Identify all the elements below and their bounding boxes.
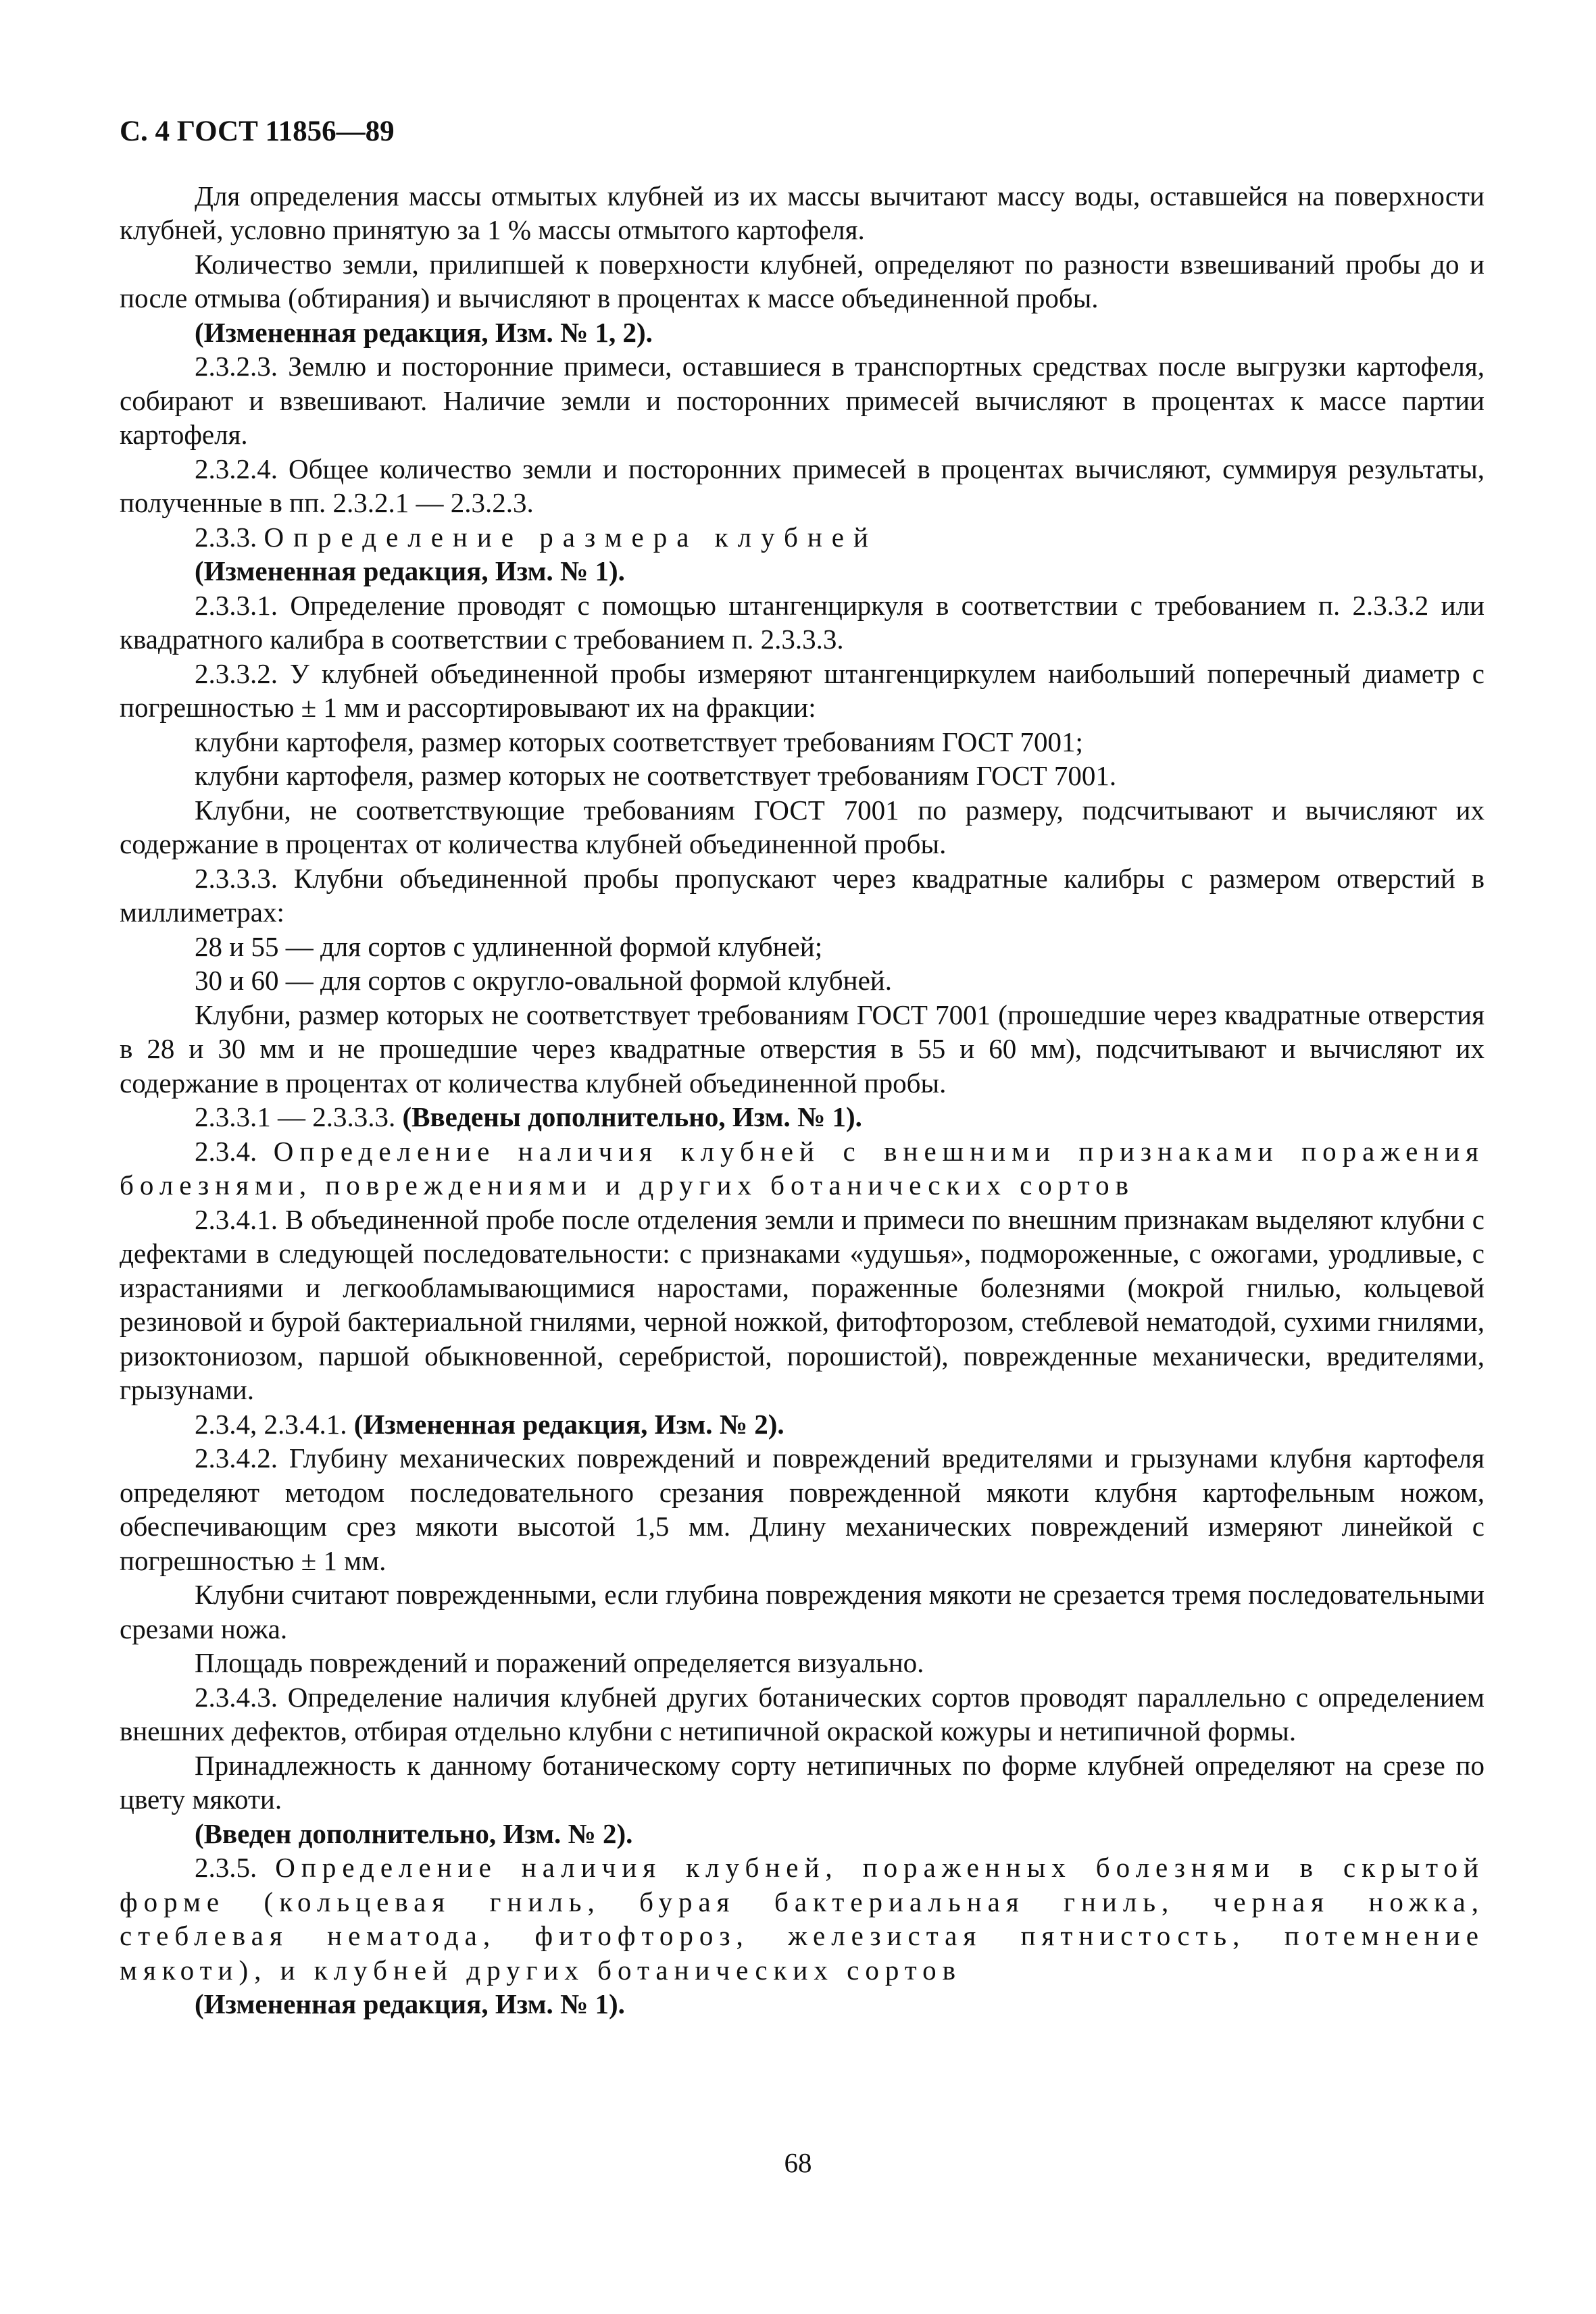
list-item: 28 и 55 — для сортов с удлиненной формой клубней; [195, 930, 823, 962]
paragraph: Принадлежность к данному ботаническому сорту нетипичных по форме клубней определяют на срезе по цвету мякоти. [120, 1749, 1485, 1815]
section-title: Определение наличия клубней, пораженных болезнями в скрытой форме (кольцевая гниль, бурая бактериальная гниль, черная ножка, стеблевая нематода, фитофтороз, железистая пятнистость, потемнение мякоти), и клубней других ботанических сортов [120, 1852, 1485, 1986]
paragraph: Количество земли, прилипшей к поверхности клубней, определяют по разности взвешиваний пробы до и после отмыва (обтирания) и вычисляют в процентах к массе объединенной пробы. [120, 248, 1485, 313]
amendment-note: (Введен дополнительно, Изм. № 2). [195, 1817, 633, 1849]
paragraph: 2.3.4.3. Определение наличия клубней других ботанических сортов проводят параллельно с определением внешних дефектов, отбирая отдельно клубни с нетипичной окраской кожуры и нетипичной формы. [120, 1681, 1485, 1746]
section-title: Определение наличия клубней с внешними признаками поражения болезнями, повреждениями и других ботанических сортов [120, 1135, 1485, 1201]
clause-range: 2.3.4, 2.3.4.1. [195, 1408, 347, 1440]
paragraph: Для определения массы отмытых клубней из их массы вычитают массу воды, оставшейся на поверхности клубней, условно принятую за 1 % массы отмытого картофеля. [120, 180, 1485, 245]
paragraph: 2.3.4.1. В объединенной пробе после отделения земли и примеси по внешним признакам выделяют клубни с дефектами в следующей последовательности: с признаками «удушья», подмороженные, с ожогами, уродливые, с израстаниями и легкообламывающимися наростами, пораженные болезнями (мокрой гнилью, кольцевой резиновой и бурой бактериальной гнилями, черной ножкой, фитофторозом, стеблевой нематодой, сухими гнилями, ризоктониозом, паршой обыкновенной, серебристой, порошистой), поврежденные механически, вредителями, грызунами. [120, 1203, 1485, 1405]
section-number: 2.3.3. [195, 521, 257, 553]
amendment-note: (Измененная редакция, Изм. № 1). [195, 555, 625, 586]
document-page [120, 115, 1485, 2021]
list-item: 30 и 60 — для сортов с округло-овальной формой клубней. [195, 965, 892, 996]
page-number: 68 [784, 2147, 812, 2178]
paragraph: 2.3.4.2. Глубину механических повреждений и повреждений вредителями и грызунами клубня картофеля определяют методом последовательного срезания поврежденной мякоти клубня картофельным ножом, обеспечивающим срез мякоти высотой 1,5 мм. Длину механических повреждений измеряют линейкой с погрешностью ± 1 мм. [120, 1442, 1485, 1576]
section-title: Определение размера клубней [264, 521, 878, 553]
page-header: С. 4 ГОСТ 11856—89 [120, 116, 395, 147]
amendment-note: (Измененная редакция, Изм. № 1, 2). [195, 316, 653, 348]
amendment-line [120, 1407, 1485, 1442]
paragraph: Площадь повреждений и поражений определяется визуально. [195, 1647, 924, 1678]
amendment-note: (Измененная редакция, Изм. № 1). [195, 1988, 625, 2019]
section-number: 2.3.5. [195, 1852, 257, 1883]
paragraph: Клубни, размер которых не соответствует требованиям ГОСТ 7001 (прошедшие через квадратные отверстия в 28 и 30 мм и не прошедшие через квадратные отверстия в 55 и 60 мм), подсчитывают и вычисляют их содержание в процентах от количества клубней объединенной пробы. [120, 999, 1485, 1099]
paragraph: 2.3.3.1. Определение проводят с помощью штангенциркуля в соответствии с требованием п. 2.3.3.2 или квадратного калибра в соответствии с требованием п. 2.3.3.3. [120, 589, 1485, 655]
paragraph: 2.3.2.3. Землю и посторонние примеси, оставшиеся в транспортных средствах после выгрузки картофеля, собирают и взвешивают. Наличие земли и посторонних примесей вычисляют в процентах к массе партии картофеля. [120, 351, 1485, 450]
list-item: клубни картофеля, размер которых не соответствует требованиям ГОСТ 7001. [195, 760, 1117, 791]
list-item: клубни картофеля, размер которых соответствует требованиям ГОСТ 7001; [195, 726, 1083, 757]
amendment-note: (Измененная редакция, Изм. № 2). [353, 1408, 784, 1440]
section-heading [120, 1134, 1485, 1203]
clause-range: 2.3.3.1 — 2.3.3.3. [195, 1101, 396, 1132]
section-heading [120, 1851, 1485, 1987]
amendment-line [120, 1100, 1485, 1134]
section-heading [120, 520, 1485, 555]
amendment-note: (Введены дополнительно, Изм. № 1). [402, 1101, 862, 1132]
paragraph: 2.3.3.2. У клубней объединенной пробы измеряют штангенциркулем наибольший поперечный диаметр с погрешностью ± 1 мм и рассортировывают их на фракции: [120, 657, 1485, 723]
paragraph: Клубни считают поврежденными, если глубина повреждения мякоти не срезается тремя последовательными срезами ножа. [120, 1579, 1485, 1644]
paragraph: 2.3.2.4. Общее количество земли и посторонних примесей в процентах вычисляют, суммируя результаты, полученные в пп. 2.3.2.1 — 2.3.2.3. [120, 453, 1485, 518]
section-number: 2.3.4. [195, 1135, 257, 1167]
paragraph: Клубни, не соответствующие требованиям ГОСТ 7001 по размеру, подсчитывают и вычисляют их содержание в процентах от количества клубней объединенной пробы. [120, 794, 1485, 859]
paragraph: 2.3.3.3. Клубни объединенной пробы пропускают через квадратные калибры с размером отверстий в миллиметрах: [120, 862, 1485, 928]
